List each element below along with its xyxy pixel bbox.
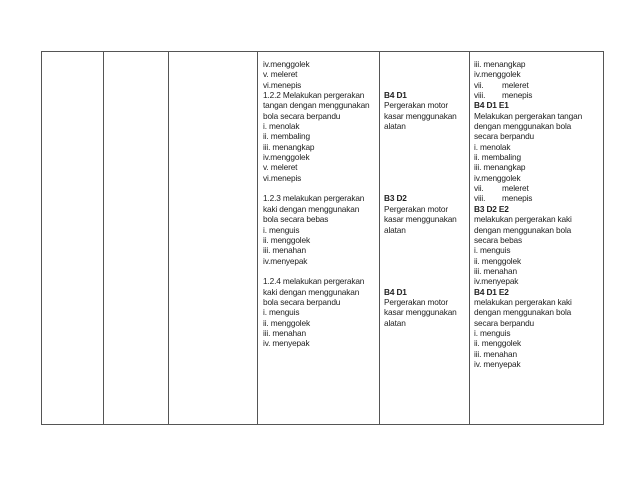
text-line: tangan dengan menggunakan xyxy=(263,100,370,111)
text-line: vii. meleret xyxy=(474,183,529,194)
text-line: kasar menggunakan xyxy=(384,214,457,225)
text-line: dengan menggunakan bola xyxy=(474,224,572,235)
text-line: iii. menahan xyxy=(263,327,306,338)
text-line: ii. menggolek xyxy=(474,255,521,266)
standards-cell xyxy=(263,59,370,349)
text-line: melakukan pergerakan kaki xyxy=(474,214,572,225)
text-line: Melakukan pergerakan tangan xyxy=(474,110,583,121)
text-line: ii. menggolek xyxy=(263,317,310,328)
text-line: kaki dengan menggunakan xyxy=(263,203,360,214)
evidence-cell xyxy=(474,59,582,369)
text-line: iv.menggolek xyxy=(263,59,310,69)
band-code: B4 D1 xyxy=(384,286,407,297)
band-cell xyxy=(384,59,457,328)
text-line: iii. menahan xyxy=(474,348,517,359)
text-line: secara bebas xyxy=(474,234,523,245)
text-line: bola secara berpandu xyxy=(263,110,341,121)
text-line: i. menguis xyxy=(263,307,300,318)
band-code: B3 D2 xyxy=(384,193,407,204)
text-line: iv.menggolek xyxy=(474,69,521,80)
text-line: iii. menangkap xyxy=(474,162,526,173)
column-divider xyxy=(168,52,169,424)
text-line: i. menguis xyxy=(263,224,300,235)
text-line: iv. menyepak xyxy=(263,338,310,349)
text-line: iv.menggolek xyxy=(474,172,521,183)
text-line: v. meleret xyxy=(263,69,298,80)
text-line: iii. menangkap xyxy=(263,141,315,152)
column-divider xyxy=(257,52,258,424)
text-line: melakukan pergerakan kaki xyxy=(474,296,572,307)
text-line: iii. menahan xyxy=(474,265,517,276)
text-line: kasar menggunakan xyxy=(384,307,457,318)
text-line: i. menguis xyxy=(474,245,511,256)
text-line: i. menguis xyxy=(474,327,511,338)
evidence-code: B3 D2 E2 xyxy=(474,203,509,214)
text-line: alatan xyxy=(384,121,406,132)
column-divider xyxy=(379,52,380,424)
text-line: dengan menggunakan bola xyxy=(474,121,572,132)
text-line: Pergerakan motor xyxy=(384,100,449,111)
column-divider xyxy=(103,52,104,424)
text-line: viii. menepis xyxy=(474,90,533,101)
text-line: vi.menepis xyxy=(263,79,302,90)
text-line: vi.menepis xyxy=(263,172,302,183)
text-line: iv.menyepak xyxy=(263,255,308,266)
text-line: 1.2.3 melakukan pergerakan xyxy=(263,193,365,204)
text-line: kasar menggunakan xyxy=(384,110,457,121)
text-line: i. menolak xyxy=(263,121,300,132)
text-line: vii. meleret xyxy=(474,79,529,90)
text-line: iii. menangkap xyxy=(474,59,526,69)
text-line: i. menolak xyxy=(474,141,511,152)
column-divider xyxy=(469,52,470,424)
text-line: bola secara bebas xyxy=(263,214,329,225)
text-line: dengan menggunakan bola xyxy=(474,307,572,318)
text-line: kaki dengan menggunakan xyxy=(263,286,360,297)
text-line: ii. membaling xyxy=(263,131,310,142)
evidence-code: B4 D1 E2 xyxy=(474,286,509,297)
text-line: Pergerakan motor xyxy=(384,296,449,307)
text-line: alatan xyxy=(384,224,406,235)
text-line: secara berpandu xyxy=(474,131,535,142)
text-line: iv.menyepak xyxy=(474,276,519,287)
content-table xyxy=(41,51,604,425)
text-line: ii. menggolek xyxy=(474,338,521,349)
evidence-code: B4 D1 E1 xyxy=(474,100,509,111)
text-line: Pergerakan motor xyxy=(384,203,449,214)
text-line: ii. menggolek xyxy=(263,234,310,245)
text-line: v. meleret xyxy=(263,162,298,173)
text-line: alatan xyxy=(384,317,406,328)
text-line: secara berpandu xyxy=(474,317,535,328)
text-line: iv. menyepak xyxy=(474,358,521,369)
text-line: iv.menggolek xyxy=(263,152,310,163)
text-line: ii. membaling xyxy=(474,152,521,163)
text-line: iii. menahan xyxy=(263,245,306,256)
text-line: 1.2.4 melakukan pergerakan xyxy=(263,276,365,287)
text-line: bola secara berpandu xyxy=(263,296,341,307)
text-line: 1.2.2 Melakukan pergerakan xyxy=(263,90,365,101)
band-code: B4 D1 xyxy=(384,90,407,101)
text-line: viii. menepis xyxy=(474,193,533,204)
